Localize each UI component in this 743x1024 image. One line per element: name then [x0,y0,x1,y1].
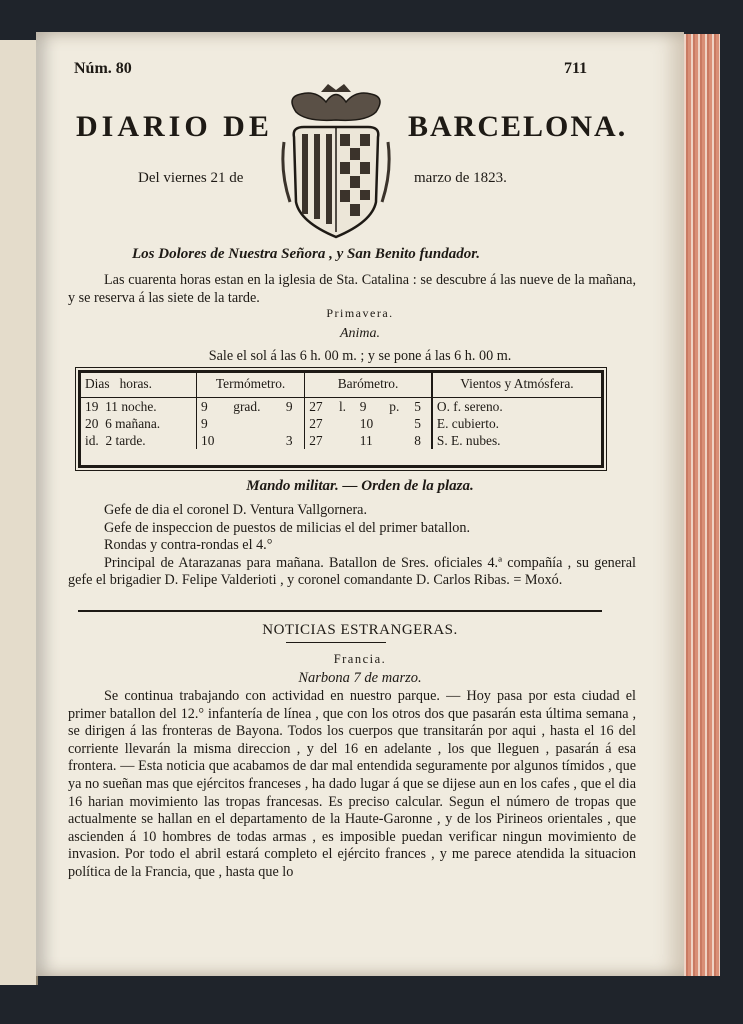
bar-c: 5 [414,398,421,414]
wind-cell: E. cubierto. [432,415,601,432]
bar-c: 5 [414,415,421,431]
article-body: Se continua trabajando con actividad en nuestro parque. — Hoy pasa por esta ciudad el primer batallon del 12.° infantería de línea , que con los otros dos que pasarán esta última semana , se dirigen á las fronteras de Bayona. Todos los cuerpos que transitarán por aqui , hasta el 16 del corriente llevarán la misma direccion , y del 16 en adelante , los que lleguen , pasarán á esa frontera. — Esta noticia que acabamos de dar mal entendida seguramente por algunos tímidos , que ya no sueñan mas que ejércitos franceses , ha dado lugar á que se dijese aun en los cafes , que el dia 16 harian movimiento las tropas francesas. Es preciso calcular. Segun el número de tropas que actualmente se hallan en el departamento de la Haute-Garonne , y de los Pirineos orientales , que ascienden á 10 hombres de todas armas , es imposible puedan verificar ningun movimiento de invasion. Por todo el abril estará completo el ejército frances , y me parece atendida la situacion política de la Francia, que , hasta que lo [68,688,636,880]
weather-row [81,398,601,416]
therm-b: 9 [285,398,293,414]
order-line: Principal de Atarazanas para mañana. Batallon de Sres. oficiales 4.ª compañía , su general gefe el brigadier D. Felipe Valderioti , y coronel comandante D. Carlos Ribas. = Moxó. [68,554,636,589]
therm-a: 9 [197,398,230,416]
therm-a: 9 [197,415,230,432]
therm-unit: grad. [233,398,261,414]
bar-unit-b [385,415,410,432]
page-number: 711 [564,60,588,77]
weather-day-hour: id. 2 tarde. [85,432,146,448]
bar-a: 27 [305,415,335,432]
book-spine-left [0,40,38,985]
bar-unit-b: p. [389,398,400,414]
title-underline [286,642,386,643]
coat-of-arms-emblem [276,82,396,242]
military-orders [68,502,636,590]
bar-unit-a: l. [338,398,347,414]
season-label: Primavera. [326,306,394,320]
masthead-left: DIARIO DE [76,110,273,143]
bar-b: 10 [359,415,374,431]
forty-hours-notice: Las cuarenta horas estan en la iglesia de Sta. Catalina : se descubre á las nueve de la mañana, y se reserva á las siete de la tarde. [68,272,636,306]
anima-label: Anima. [339,326,381,341]
therm-unit [229,432,282,449]
section-divider [78,610,602,612]
bar-a: 27 [305,432,335,449]
header-winds: Vientos y Atmósfera. [432,373,601,398]
therm-unit [229,415,282,432]
military-command-heading: Mando militar. — Orden de la plaza. [246,478,474,494]
weather-day-hour: 20 6 mañana. [85,415,161,431]
wind-cell: S. E. nubes. [432,432,601,449]
order-line: Gefe de inspeccion de puestos de milicias el del primer batallon. [104,519,470,536]
dateline: Narbona 7 de marzo. [298,670,422,686]
wind-cell: O. f. sereno. [432,398,601,416]
bar-b: 9 [359,398,367,414]
therm-a: 10 [197,432,230,449]
country-heading: Francia. [333,652,387,666]
saints-of-day: Los Dolores de Nuestra Señora , y San Benito fundador. [132,246,480,262]
bar-unit-a [335,432,356,449]
therm-b [282,415,305,432]
header-thermometer: Termómetro. [197,373,305,398]
header-days: Dias horas. [81,373,197,398]
sunrise-sunset: Sale el sol á las 6 h. 00 m. ; y se pone á las 6 h. 00 m. [208,348,512,364]
order-line: Rondas y contra-rondas el 4.° [104,537,273,554]
issue-number: Núm. 80 [74,60,132,77]
section-title: NOTICIAS ESTRANGERAS. [262,622,458,638]
weather-row [81,415,601,432]
bar-b: 11 [359,432,373,448]
bar-unit-a [335,415,356,432]
order-line: Gefe de dia el coronel D. Ventura Vallgornera. [104,502,368,518]
weather-table [78,370,604,468]
header-barometer: Barómetro. [305,373,432,398]
weather-row [81,432,601,449]
bar-unit-b [385,432,410,449]
bar-c: 8 [414,432,421,448]
issue-date-right: marzo de 1823. [414,170,507,186]
newspaper-page [36,32,684,976]
therm-b: 3 [285,432,293,448]
bar-a: 27 [305,398,335,416]
masthead-right: BARCELONA. [408,110,628,143]
issue-date-left: Del viernes 21 de [138,170,244,186]
weather-day-hour: 19 11 noche. [85,398,157,414]
